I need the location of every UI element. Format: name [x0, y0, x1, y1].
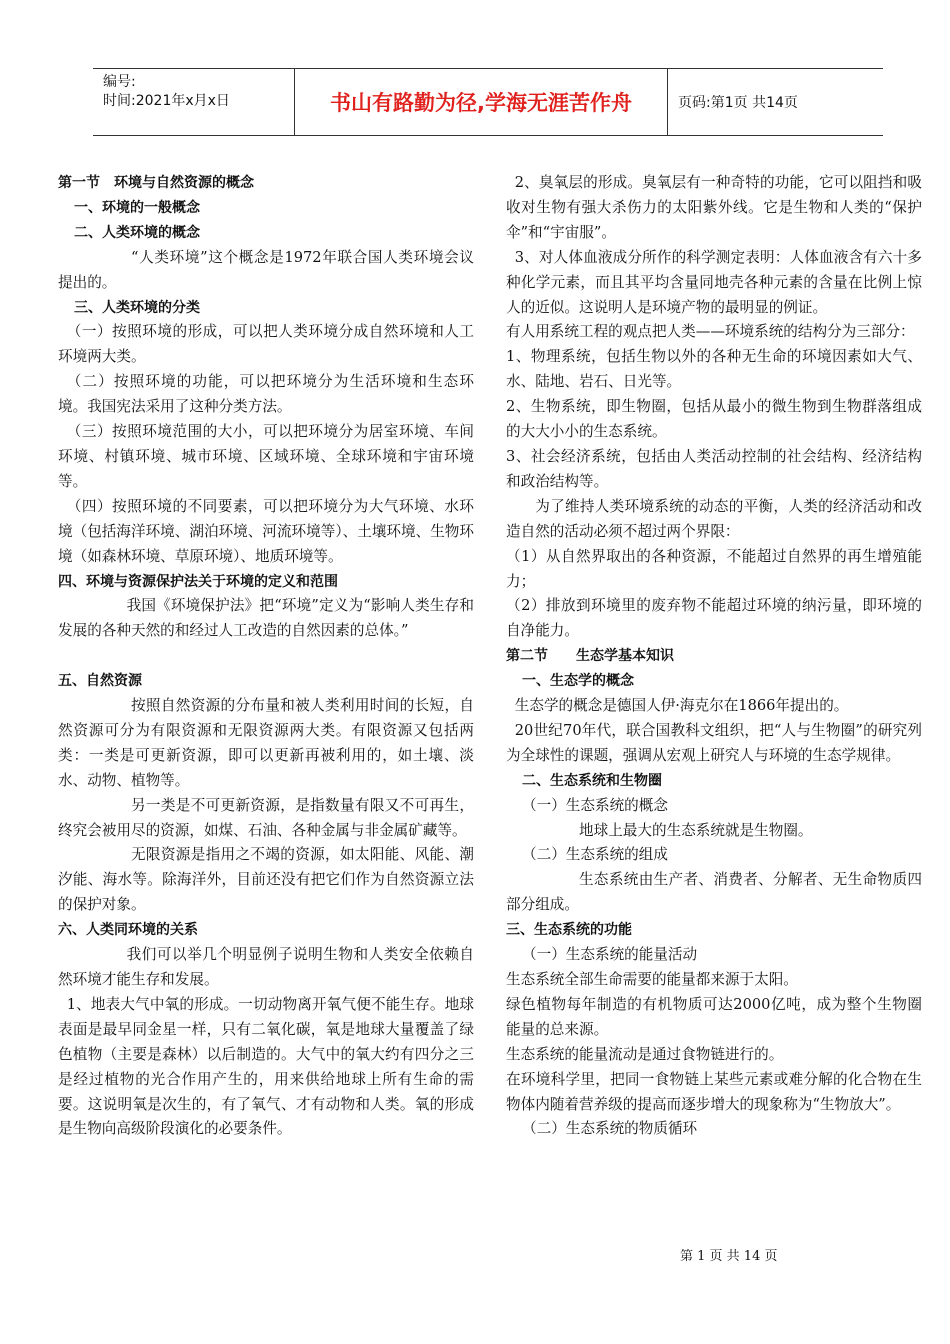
section-heading: 一、环境的一般概念 — [74, 199, 200, 216]
paragraph: （三）按照环境范围的大小，可以把环境分为居室环境、车间环境、村镇环境、城市环境、区域环境、全球环境和宇宙环境等。 — [58, 423, 474, 490]
section-heading: 第一节 环境与自然资源的概念 — [58, 175, 254, 191]
paragraph: （四）按照环境的不同要素，可以把环境分为大气环境、水环境（包括海洋环境、湖泊环境、河流环境等）、土壤环境、生物环境（如森林环境、草原环境）、地质环境等。 — [58, 497, 474, 565]
paragraph: 3、社会经济系统，包括由人类活动控制的社会结构、经济结构和政治结构等。 — [506, 447, 922, 490]
paragraph: （二）生态系统的组成 — [522, 846, 668, 864]
section-heading: 六、人类同环境的关系 — [58, 922, 198, 939]
paragraph: 另一类是不可更新资源，是指数量有限又不可再生，终究会被用尽的资源，如煤、石油、各种金属与非金属矿藏等。 — [58, 796, 474, 839]
paragraph: （二）生态系统的物质循环 — [522, 1120, 698, 1138]
section-heading: 三、生态系统的功能 — [506, 922, 632, 939]
paragraph: 生态系统的能量流动是通过食物链进行的。 — [506, 1045, 784, 1063]
paragraph: “人类环境”这个概念是1972年联合国人类环境会议提出的。 — [58, 248, 474, 291]
left-column — [58, 171, 474, 1142]
section-heading: 二、人类环境的概念 — [74, 224, 200, 241]
section-heading: 二、生态系统和生物圈 — [522, 772, 662, 789]
paragraph: 3、对人体血液成分所作的科学测定表明：人体血液含有六十多种化学元素，而且其平均含量同地壳各种元素的含量在比例上惊人的近似。这说明人是环境产物的最明显的例证。 — [506, 248, 922, 316]
header-motto: 书山有路勤为径,学海无涯苦作舟 — [294, 69, 668, 135]
right-column — [506, 171, 922, 1142]
spacer — [58, 644, 474, 669]
paragraph: （1）从自然界取出的各种资源，不能超过自然界的再生增殖能力； — [506, 547, 922, 590]
paragraph: 有人用系统工程的观点把人类——环境系统的结构分为三部分： — [506, 323, 915, 341]
paragraph: 我国《环境保护法》把“环境”定义为“影响人类生存和发展的各种天然的和经过人工改造的自然因素的总体。” — [58, 597, 474, 640]
paragraph: 1、地表大气中氧的形成。一切动物离开氧气便不能生存。地球表面是最早同金星一样，只有二氧化碳，氧是地球大量覆盖了绿色植物（主要是森林）以后制造的。大气中的氧大约有四分之三是经过植物的光合作用产生的，用来供给地球上所有生命的需要。这说明氧是次生的，有了氧气、才有动物和人类。氧的形成是生物向高级阶段演化的必要条件。 — [58, 995, 474, 1138]
section-heading: 四、环境与资源保护法关于环境的定义和范围 — [58, 573, 338, 590]
paragraph: （二）按照环境的功能，可以把环境分为生活环境和生态环境。我国宪法采用了这种分类方法。 — [58, 373, 474, 416]
time-label: 时间:2021年x月x日 — [103, 93, 230, 109]
section-heading: 第二节 生态学基本知识 — [506, 648, 674, 665]
paragraph: （一）生态系统的能量活动 — [522, 946, 698, 964]
paragraph: 1、物理系统，包括生物以外的各种无生命的环境因素如大气、水、陆地、岩石、日光等。 — [506, 348, 922, 391]
paragraph: 2、臭氧层的形成。臭氧层有一种奇特的功能，它可以阻挡和吸收对生物有强大杀伤力的太阳紫外线。它是生物和人类的“保护伞”和“宇宙服”。 — [506, 174, 922, 241]
paragraph: 我们可以举几个明显例子说明生物和人类安全依赖自然环境才能生存和发展。 — [58, 946, 474, 988]
paragraph: 无限资源是指用之不竭的资源，如太阳能、风能、潮汐能、海水等。除海洋外，目前还没有把它们作为自然资源立法的保护对象。 — [58, 846, 474, 914]
paragraph: 生态系统由生产者、消费者、分解者、无生命物质四部分组成。 — [506, 871, 922, 914]
paragraph: 绿色植物每年制造的有机物质可达2000亿吨，成为整个生物圈能量的总来源。 — [506, 995, 922, 1038]
number-label: 编号: — [103, 74, 136, 90]
section-heading: 一、生态学的概念 — [522, 673, 634, 690]
paragraph: 20世纪70年代，联合国教科文组织，把“人与生物圈”的研究列为全球性的课题，强调从宏观上研究人与环境的生态学规律。 — [506, 721, 922, 764]
paragraph: 为了维持人类环境系统的动态的平衡，人类的经济活动和改造自然的活动必须不超过两个界限： — [506, 497, 922, 540]
paragraph: 在环境科学里，把同一食物链上某些元素或难分解的化合物在生物体内随着营养级的提高而逐步增大的现象称为“生物放大”。 — [506, 1070, 922, 1113]
paragraph: （一）生态系统的概念 — [522, 796, 668, 814]
page-footer: 第 1 页 共 14 页 — [680, 1249, 778, 1264]
paragraph: 2、生物系统，即生物圈，包括从最小的微生物到生物群落组成的大大小小的生态系统。 — [506, 398, 922, 441]
paragraph: （一）按照环境的形成，可以把人类环境分成自然环境和人工环境两大类。 — [58, 323, 474, 366]
paragraph: 生态学的概念是德国人伊·海克尔在1866年提出的。 — [514, 697, 849, 715]
header-page-info: 页码:第1页 共14页 — [678, 95, 798, 111]
page-header — [93, 68, 883, 136]
paragraph: 生态系统全部生命需要的能量都来源于太阳。 — [506, 971, 798, 988]
section-heading: 五、自然资源 — [58, 673, 142, 690]
paragraph: 按照自然资源的分布量和被人类利用时间的长短，自然资源可分为有限资源和无限资源两大类。有限资源又包括两类：一类是可更新资源，即可以更新再被利用的，如土壤、淡水、动物、植物等。 — [58, 697, 474, 789]
paragraph: 地球上最大的生态系统就是生物圈。 — [579, 821, 813, 839]
section-heading: 三、人类环境的分类 — [74, 299, 200, 316]
header-meta — [93, 69, 294, 135]
paragraph: （2）排放到环境里的废弃物不能超过环境的纳污量，即环境的自净能力。 — [506, 597, 922, 640]
